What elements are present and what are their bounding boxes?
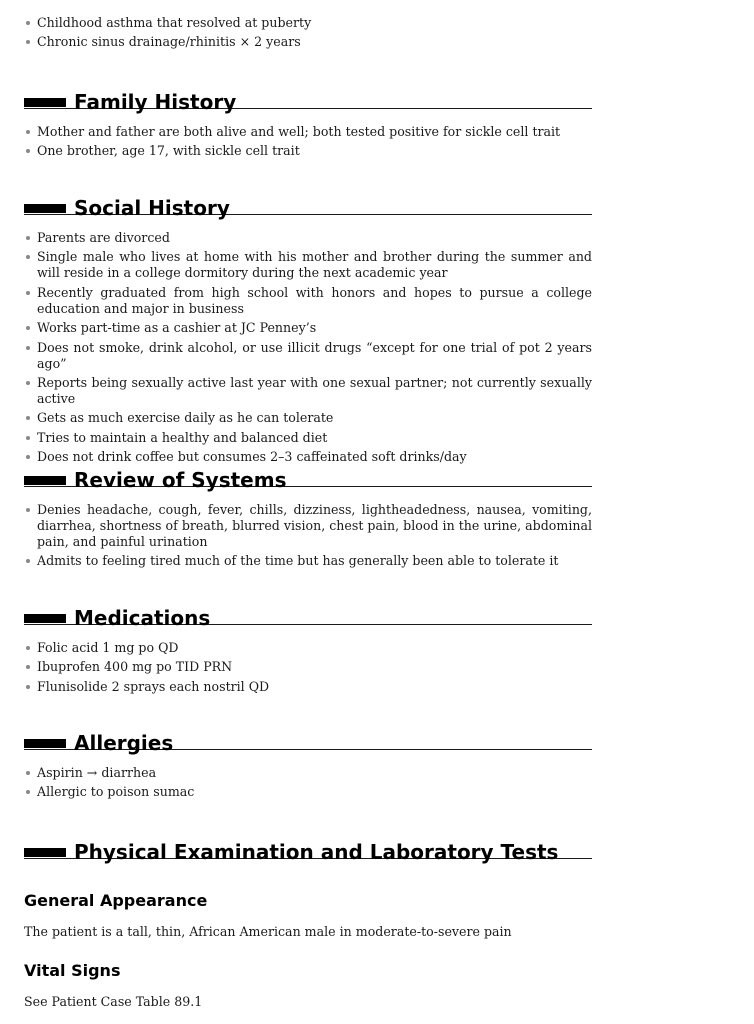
list-item: One brother, age 17, with sickle cell trait: [24, 143, 592, 159]
section-heading: [24, 832, 592, 864]
family-history-list: [24, 119, 592, 159]
list-item: Denies headache, cough, fever, chills, dizziness, lightheadedness, nausea, vomiting, diarrhea, shortness of breath, blurred vision, chest pain, blood in the urine, abdominal pain, and painful urination: [24, 502, 592, 550]
review-of-systems-section: [24, 460, 592, 573]
vital-signs-text: See Patient Case Table 89.1: [24, 994, 203, 1009]
vital-signs-block: [24, 961, 592, 1010]
section-title: Physical Examination and Laboratory Tests: [74, 840, 559, 864]
social-history-list: [24, 225, 592, 465]
section-heading: [24, 188, 592, 220]
medications-list: [24, 635, 592, 695]
list-item: Folic acid 1 mg po QD: [24, 640, 592, 656]
list-item: Chronic sinus drainage/rhinitis × 2 years: [24, 34, 592, 50]
vital-signs-heading: Vital Signs: [24, 961, 121, 980]
general-appearance-text: The patient is a tall, thin, African American male in moderate-to-severe pain: [24, 924, 512, 939]
list-item: Reports being sexually active last year with one sexual partner; not currently sexually active: [24, 375, 592, 407]
section-heading: [24, 82, 592, 114]
list-item: Admits to feeling tired much of the time but has generally been able to tolerate it: [24, 553, 592, 569]
physical-exam-section: [24, 832, 592, 869]
section-heading: [24, 723, 592, 755]
review-of-systems-list: [24, 497, 592, 569]
list-item: Does not drink coffee but consumes 2–3 caffeinated soft drinks/day: [24, 449, 592, 465]
list-item: Does not smoke, drink alcohol, or use illicit drugs “except for one trial of pot 2 years ago”: [24, 340, 592, 372]
section-heading: [24, 598, 592, 630]
heading-bar: [24, 98, 66, 107]
list-item: Childhood asthma that resolved at puberty: [24, 15, 592, 31]
medications-section: [24, 598, 592, 698]
section-title: Social History: [74, 196, 230, 220]
list-item: Recently graduated from high school with honors and hopes to pursue a college education and major in business: [24, 285, 592, 317]
list-item: Works part-time as a cashier at JC Penney’s: [24, 320, 592, 336]
list-item: Aspirin → diarrhea: [24, 765, 592, 781]
list-item: Allergic to poison sumac: [24, 784, 592, 800]
list-item: Tries to maintain a healthy and balanced diet: [24, 430, 592, 446]
heading-bar: [24, 739, 66, 748]
social-history-section: [24, 188, 592, 469]
heading-bar: [24, 848, 66, 857]
past-history-list: [24, 15, 592, 54]
heading-bar: [24, 614, 66, 623]
list-item: Mother and father are both alive and well; both tested positive for sickle cell trait: [24, 124, 592, 140]
allergies-section: [24, 723, 592, 804]
heading-bar: [24, 476, 66, 485]
section-title: Medications: [74, 606, 211, 630]
section-heading: [24, 460, 592, 492]
section-title: Allergies: [74, 731, 174, 755]
section-title: Review of Systems: [74, 468, 287, 492]
list-item: Single male who lives at home with his mother and brother during the summer and will reside in a college dormitory during the next academic year: [24, 249, 592, 281]
list-item: Ibuprofen 400 mg po TID PRN: [24, 659, 592, 675]
general-appearance-heading: General Appearance: [24, 891, 208, 910]
allergies-list: [24, 760, 592, 800]
list-item: Parents are divorced: [24, 230, 592, 246]
family-history-section: [24, 82, 592, 163]
section-title: Family History: [74, 90, 237, 114]
general-appearance-block: [24, 891, 592, 940]
heading-bar: [24, 204, 66, 213]
list-item: Gets as much exercise daily as he can tolerate: [24, 410, 592, 426]
list-item: Flunisolide 2 sprays each nostril QD: [24, 679, 592, 695]
